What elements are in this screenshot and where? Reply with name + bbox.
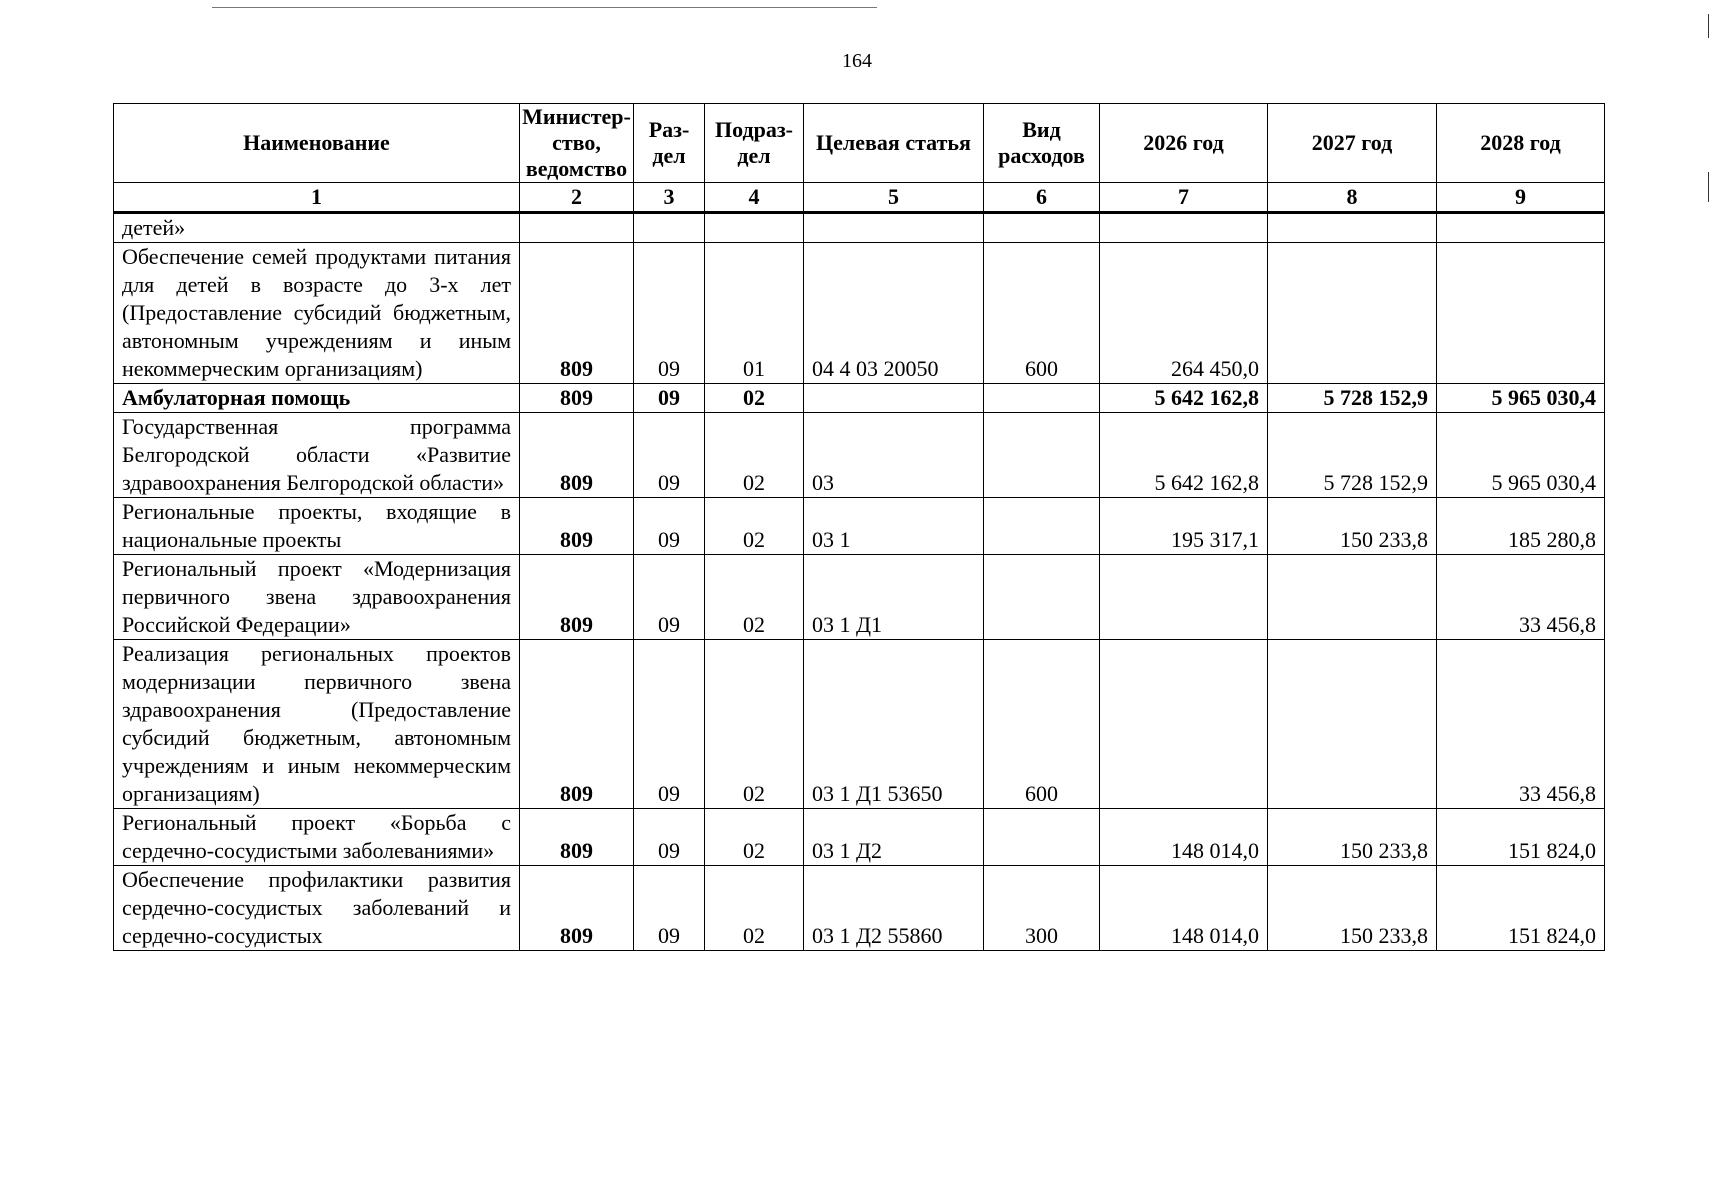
margin-mark [1708, 14, 1709, 38]
row-expense [984, 413, 1100, 498]
col-header-section: Раз-дел [634, 104, 705, 183]
row-subsection: 02 [705, 866, 804, 951]
row-target: 03 [804, 413, 984, 498]
table-row [114, 498, 1605, 555]
row-expense: 300 [984, 866, 1100, 951]
row-2026 [1100, 555, 1268, 640]
row-expense [984, 498, 1100, 555]
row-ministry [520, 213, 634, 243]
row-section: 09 [634, 809, 705, 866]
col-header-ministry: Министер-ство, ведомство [520, 104, 634, 183]
header-row [114, 104, 1605, 183]
row-subsection: 02 [705, 640, 804, 809]
row-2028: 33 456,8 [1437, 555, 1605, 640]
row-expense [984, 384, 1100, 413]
row-name: Региональный проект «Модернизация первичного звена здравоохранения Российской Федерации» [114, 555, 520, 640]
row-2028: 5 965 030,4 [1437, 413, 1605, 498]
row-expense [984, 213, 1100, 243]
table-row [114, 555, 1605, 640]
table-row [114, 866, 1605, 951]
row-name: Государственная программа Белгородской области «Развитие здравоохранения Белгородской области» [114, 413, 520, 498]
row-subsection: 02 [705, 384, 804, 413]
row-target: 03 1 Д1 53650 [804, 640, 984, 809]
row-2026 [1100, 640, 1268, 809]
row-expense: 600 [984, 640, 1100, 809]
row-target: 03 1 Д1 [804, 555, 984, 640]
row-name: детей» [114, 213, 520, 243]
table-row [114, 384, 1605, 413]
row-ministry: 809 [520, 243, 634, 384]
row-section: 09 [634, 243, 705, 384]
row-subsection: 02 [705, 498, 804, 555]
row-subsection [705, 213, 804, 243]
col-number: 9 [1437, 183, 1605, 213]
row-2027: 5 728 152,9 [1268, 413, 1437, 498]
row-section: 09 [634, 498, 705, 555]
col-number: 8 [1268, 183, 1437, 213]
col-number: 4 [705, 183, 804, 213]
row-2027 [1268, 213, 1437, 243]
row-2026: 148 014,0 [1100, 809, 1268, 866]
col-header-2027: 2027 год [1268, 104, 1437, 183]
col-number: 7 [1100, 183, 1268, 213]
row-target: 03 1 Д2 [804, 809, 984, 866]
col-header-target: Целевая статья [804, 104, 984, 183]
row-section: 09 [634, 413, 705, 498]
table-row [114, 413, 1605, 498]
table-row [114, 640, 1605, 809]
row-name: Региональные проекты, входящие в национальные проекты [114, 498, 520, 555]
row-target [804, 213, 984, 243]
row-2027 [1268, 243, 1437, 384]
row-subsection: 02 [705, 413, 804, 498]
col-header-expense: Вид расходов [984, 104, 1100, 183]
row-ministry: 809 [520, 866, 634, 951]
col-number: 3 [634, 183, 705, 213]
row-2027 [1268, 555, 1437, 640]
top-rule [212, 7, 877, 8]
row-name: Обеспечение семей продуктами питания для детей в возрасте до 3-х лет (Предоставление субсидий бюджетным, автономным учреждениям и иным некоммерческим организациям) [114, 243, 520, 384]
row-2028: 151 824,0 [1437, 866, 1605, 951]
column-number-row [114, 183, 1605, 213]
row-section [634, 213, 705, 243]
col-number: 1 [114, 183, 520, 213]
row-target: 04 4 03 20050 [804, 243, 984, 384]
row-2026: 264 450,0 [1100, 243, 1268, 384]
row-ministry: 809 [520, 384, 634, 413]
col-header-name: Наименование [114, 104, 520, 183]
row-expense [984, 555, 1100, 640]
table-row [114, 243, 1605, 384]
row-2028 [1437, 213, 1605, 243]
row-ministry: 809 [520, 413, 634, 498]
row-2028: 33 456,8 [1437, 640, 1605, 809]
row-name: Региональный проект «Борьба с сердечно-сосудистыми заболеваниями» [114, 809, 520, 866]
row-name: Обеспечение профилактики развития сердечно-сосудистых заболеваний и сердечно-сосудистых [114, 866, 520, 951]
row-expense: 600 [984, 243, 1100, 384]
row-2026: 5 642 162,8 [1100, 384, 1268, 413]
col-header-2026: 2026 год [1100, 104, 1268, 183]
row-2028: 5 965 030,4 [1437, 384, 1605, 413]
row-target: 03 1 [804, 498, 984, 555]
row-subsection: 01 [705, 243, 804, 384]
row-target: 03 1 Д2 55860 [804, 866, 984, 951]
row-2028: 185 280,8 [1437, 498, 1605, 555]
col-number: 2 [520, 183, 634, 213]
row-2027: 150 233,8 [1268, 498, 1437, 555]
row-ministry: 809 [520, 498, 634, 555]
row-section: 09 [634, 384, 705, 413]
row-2026: 5 642 162,8 [1100, 413, 1268, 498]
row-2028 [1437, 243, 1605, 384]
col-header-subsection: Подраз-дел [705, 104, 804, 183]
row-2027: 5 728 152,9 [1268, 384, 1437, 413]
row-2027 [1268, 640, 1437, 809]
row-ministry: 809 [520, 555, 634, 640]
margin-mark [1708, 172, 1709, 202]
row-2026 [1100, 213, 1268, 243]
row-section: 09 [634, 640, 705, 809]
row-2027: 150 233,8 [1268, 866, 1437, 951]
col-header-2028: 2028 год [1437, 104, 1605, 183]
col-number: 6 [984, 183, 1100, 213]
row-2028: 151 824,0 [1437, 809, 1605, 866]
row-section: 09 [634, 555, 705, 640]
row-name: Реализация региональных проектов модернизации первичного звена здравоохранения (Предоставление субсидий бюджетным, автономным учреждениям и иным некоммерческим организациям) [114, 640, 520, 809]
row-section: 09 [634, 866, 705, 951]
row-2026: 148 014,0 [1100, 866, 1268, 951]
page-number: 164 [842, 50, 872, 72]
row-subsection: 02 [705, 809, 804, 866]
table-row [114, 213, 1605, 243]
row-2027: 150 233,8 [1268, 809, 1437, 866]
row-2026: 195 317,1 [1100, 498, 1268, 555]
row-expense [984, 809, 1100, 866]
row-name: Амбулаторная помощь [114, 384, 520, 413]
table-row [114, 809, 1605, 866]
row-subsection: 02 [705, 555, 804, 640]
row-ministry: 809 [520, 809, 634, 866]
row-ministry: 809 [520, 640, 634, 809]
budget-table [113, 103, 1605, 951]
row-target [804, 384, 984, 413]
col-number: 5 [804, 183, 984, 213]
